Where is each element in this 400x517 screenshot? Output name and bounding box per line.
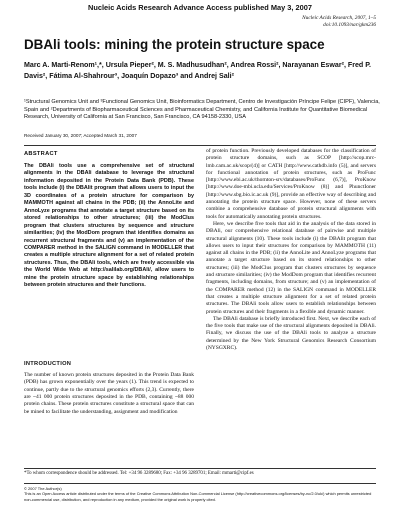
body-paragraph: The DBAli database is briefly introduced first. Next, we describe each of the five tools that make use of the structural alignments deposited in DBAli. Finally, we discuss the use of the DBAli tools to analyze a structure determined by the New York Structural Genomics Research Consortium (NYSGXRC). (206, 315, 376, 352)
received-accepted-dates: Received January 30, 2007; Accepted March 31, 2007 (24, 133, 137, 138)
author-list: Marc A. Marti-Renom¹,*, Ursula Pieper², M. S. Madhusudhan², Andrea Rossi², Narayanan Eswar², Fred P. Davis², Fátima Al-Shahrour³, Joaquín Dopazo³ and Andrej Sali² (24, 61, 372, 80)
journal-citation: Nucleic Acids Research, 2007, 1–5 (302, 15, 376, 21)
introduction-section (24, 360, 194, 416)
body-paragraph: of protein function. Previously developed databases for the classification of protein structure domains, such as SCOP [http://scop.mrc-lmb.cam.ac.uk/scop/(4)] or CATH [http://www.cathdb.info (5)], and servers for functional annotation of protein structures, such as ProFunc [http://www.ebi.ac.uk/thornton-srv/databases/ProFunc (6,7)], ProKnow [http://www.doe-mbi.ucla.edu/Services/ProKnow (8)] and PhunctIoner [http://www.sbg.bio.ic.ac.uk (9)], provide an effective way of describing and annotating the protein structure space. However, none of these servers combine a comprehensive database of protein structural alignments with tools for automatically annotating protein structures. (206, 148, 376, 220)
introduction-heading: INTRODUCTION (24, 361, 72, 367)
affiliations: ¹Structural Genomics Unit and ³Functional Genomics Unit, Bioinformatics Department, Centro de Investigación Príncipe Felipe (CIPF), Valencia, Spain and ²Departments of Biopharmaceutical Sciences and Pharmaceutical Chemistry, and California Institute for Quantitative Biomedical Research, University of California at San Francisco, San Francisco, CA 94158-2330, USA (24, 99, 380, 121)
footnote-divider (24, 468, 376, 469)
abstract-section (24, 150, 194, 290)
correspondence-footnote: *To whom correspondence should be addressed. Tel: +34 96 3289680; Fax: +34 96 3289701; Email: mmarti@cipf.es (24, 471, 254, 476)
journal-citation-block (302, 15, 376, 29)
copyright-divider (24, 483, 376, 484)
abstract-text: The DBAli tools use a comprehensive set of structural alignments in the DBAli database to leverage the structural information deposited in the Protein Data Bank (PDB). These tools include (i) the DBAlit program that allows users to input the 3D coordinates of a protein structure for comparison by MAMMOTH against all chains in the PDB; (ii) the AnnoLite and AnnoLyze programs that annotate a target structure based on its stored relationships to other structures; (iii) the ModClus program that clusters structures by sequence and structure similarities; (iv) the ModDom program that identifies domains as recurrent structural fragments and (v) an implementation of the COMPARER method in the SALIGN command in MODELLER that creates a multiple structure alignment for a set of related protein structures. Thus, the DBAli tools, which are freely accessible via the World Wide Web at http://salilab.org/DBAli/, allow users to mine the protein structure space by establishing relationships between protein structures and their functions. (24, 163, 194, 289)
doi: doi:10.1093/nar/gkm236 (323, 22, 376, 28)
abstract-heading: ABSTRACT (24, 151, 58, 157)
body-paragraph: Here, we describe five tools that aid in the analysis of the data stored in DBAli, our comprehensive relational database of pairwise and multiple structural alignments (10). These tools include (i) the DBAlit program that allows users to input their structures for comparison by MAMMOTH (11) against all chains in the PDB; (ii) the AnnoLite and AnnoLyze programs that annotate a target structure based on its stored relationships to other structures; (iii) the ModClus program that clusters structures by sequence and structure similarities; (iv) the ModDom program that identifies recurrent fragments, including domains, from structure; and (v) an implementation of the COMPARER method (12) in the SALIGN command in MODELLER that creates a multiple structure alignment for a set of related protein structures. The DBAli tools allow users to establish relationships between protein structures and their fragments in a flexible and dynamic manner. (206, 220, 376, 315)
right-column (206, 148, 376, 352)
copyright-line: © 2007 The Author(s) (24, 486, 62, 491)
header-divider (24, 145, 376, 146)
advance-access-banner: Nucleic Acids Research Advance Access published May 3, 2007 (88, 3, 312, 12)
paper-title: DBAli tools: mining the protein structure space (24, 37, 325, 52)
license-text: This is an Open Access article distributed under the terms of the Creative Commons Attribution Non-Commercial License (http://creativecommons.org/licenses/by-nc/2.0/uk/) which permits unrestricted non-commercial use, distribution, and reproduction in any medium, provided the original work is properly cited. (24, 491, 372, 502)
introduction-text: The number of known protein structures deposited in the Protein Data Bank (PDB) has grown exponentially over the years (1). This trend is expected to continue, partly due to the structural genomics efforts (2,3). Currently, there are ~41 000 protein structures deposited in the PDB, containing ~88 000 protein chains. These protein structures constitute a structural space that can be mined to facilitate the understanding, assignment and modification (24, 372, 194, 415)
copyright-block (24, 486, 376, 502)
